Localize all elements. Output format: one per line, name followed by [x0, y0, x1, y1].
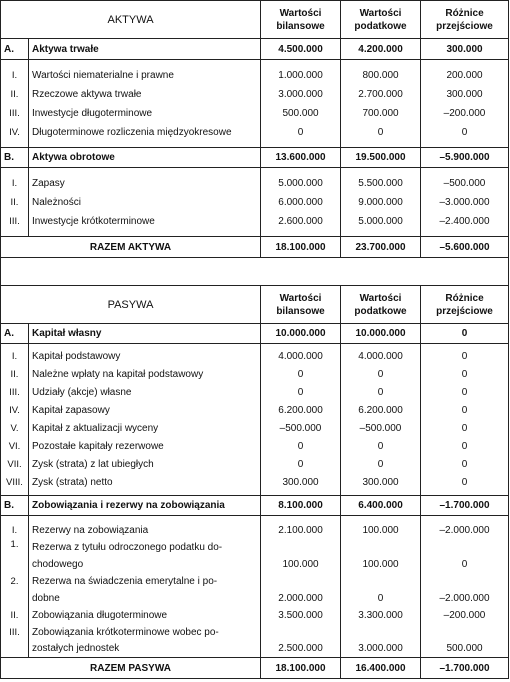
section-code: A.: [1, 324, 29, 344]
tax-value: 5.000.000: [341, 212, 421, 231]
balance-value: 13.600.000: [261, 148, 341, 168]
table-row: [1, 384, 509, 402]
diff-value: –2.400.000: [439, 215, 490, 227]
diff-value: 0: [461, 558, 468, 570]
tax-value: 0: [341, 384, 421, 402]
diff-value: 0: [461, 328, 468, 339]
row-code: III.: [1, 384, 29, 402]
row-code: I.: [1, 66, 29, 85]
tax-value: 3.000.000: [341, 641, 421, 658]
diff-value: 0: [461, 351, 468, 362]
table-row: [1, 66, 509, 85]
diff-value: 500.000: [446, 643, 483, 655]
tax-value: –500.000: [341, 420, 421, 438]
balance-value: 18.100.000: [261, 237, 341, 258]
row-code: 2.: [1, 573, 29, 590]
balance-value: 6.200.000: [261, 402, 341, 420]
diff-value: 300.000: [446, 43, 483, 55]
diff-value: 0: [461, 459, 468, 470]
row-label: Rezerwy na zobowiązania: [29, 522, 261, 539]
diff-value: –3.000.000: [439, 196, 490, 208]
row-code: I.: [1, 522, 29, 539]
diff-value: –200.000: [443, 107, 486, 119]
balance-value: 2.600.000: [261, 212, 341, 231]
diff-value: –1.700.000: [439, 662, 490, 674]
tax-value: 9.000.000: [341, 193, 421, 212]
tax-value: 0: [341, 456, 421, 474]
tax-value: 5.500.000: [341, 174, 421, 193]
row-code: VIII.: [1, 474, 29, 492]
row-label: Rzeczowe aktywa trwałe: [29, 85, 261, 104]
table-row: [1, 174, 509, 193]
row-label-cont: zostałych jednostek: [29, 641, 261, 658]
total-row: [1, 658, 509, 679]
tax-value: 16.400.000: [341, 658, 421, 679]
tax-value: 2.700.000: [341, 85, 421, 104]
col-header-balance: Wartości bilansowe: [261, 1, 341, 39]
col-header-tax: Wartości podatkowe: [341, 286, 421, 324]
row-label: Inwestycje krótkoterminowe: [29, 212, 261, 231]
col-header-diff: Różnice przejściowe: [436, 292, 493, 317]
diff-value: –5.600.000: [439, 241, 490, 253]
diff-value: 300.000: [446, 88, 483, 100]
table-row: [1, 85, 509, 104]
table-row: [1, 212, 509, 231]
total-label: RAZEM AKTYWA: [1, 237, 261, 258]
row-label: Rezerwa z tytułu odroczonego podatku do-: [29, 539, 261, 556]
row-code: III.: [1, 212, 29, 231]
section-label: Kapitał własny: [29, 324, 261, 344]
tax-value: 0: [341, 366, 421, 384]
row-code: I.: [1, 348, 29, 366]
table-row: [1, 641, 509, 658]
liabilities-header-row: [1, 286, 509, 324]
tax-value: 19.500.000: [341, 148, 421, 168]
row-code: I.: [1, 174, 29, 193]
diff-value: 0: [461, 369, 468, 380]
balance-value: 0: [261, 384, 341, 402]
row-label: Zapasy: [29, 174, 261, 193]
diff-value: 0: [461, 126, 468, 138]
row-code: VII.: [1, 456, 29, 474]
balance-value: 300.000: [261, 474, 341, 492]
table-row: [1, 402, 509, 420]
balance-value: 10.000.000: [261, 324, 341, 344]
diff-value: 0: [461, 423, 468, 434]
section-row: [1, 324, 509, 344]
tax-value: 0: [341, 590, 421, 607]
balance-value: 100.000: [261, 556, 341, 573]
balance-value: 18.100.000: [261, 658, 341, 679]
balance-value: 6.000.000: [261, 193, 341, 212]
section-code: A.: [1, 39, 29, 60]
table-row: [1, 556, 509, 573]
row-label: Należne wpłaty na kapitał podstawowy: [29, 366, 261, 384]
tax-value: 0: [341, 438, 421, 456]
row-label: Wartości niematerialne i prawne: [29, 66, 261, 85]
table-row: [1, 420, 509, 438]
row-code: II.: [1, 85, 29, 104]
tax-value: 700.000: [341, 104, 421, 123]
row-code: III.: [1, 624, 29, 641]
row-label: Rezerwa na świadczenia emerytalne i po-: [29, 573, 261, 590]
balance-value: 4.000.000: [261, 348, 341, 366]
tax-value: 10.000.000: [341, 324, 421, 344]
row-label: Długoterminowe rozliczenia międzyokresowe: [29, 123, 261, 142]
tax-value: 4.000.000: [341, 348, 421, 366]
tax-value: 6.200.000: [341, 402, 421, 420]
balance-value: –500.000: [261, 420, 341, 438]
section-code: B.: [1, 148, 29, 168]
row-label: Pozostałe kapitały rezerwowe: [29, 438, 261, 456]
col-header-diff: Różnice przejściowe: [436, 7, 493, 32]
balance-value: 2.100.000: [261, 522, 341, 539]
table-row: [1, 104, 509, 123]
spacer-row: [1, 258, 509, 286]
tax-value: 0: [341, 123, 421, 142]
section-row: [1, 148, 509, 168]
row-label-cont: dobne: [29, 590, 261, 607]
table-row: [1, 573, 509, 590]
liabilities-title: PASYWA: [1, 286, 261, 324]
balance-value: 3.500.000: [261, 607, 341, 624]
section-label: Aktywa trwałe: [29, 39, 261, 60]
diff-value: –1.700.000: [439, 500, 490, 511]
row-code: 1.: [1, 539, 29, 556]
row-code: II.: [1, 607, 29, 624]
diff-value: –5.900.000: [439, 152, 490, 163]
row-label: Należności: [29, 193, 261, 212]
section-label: Zobowiązania i rezerwy na zobowiązania: [29, 496, 261, 516]
row-code: IV.: [1, 123, 29, 142]
diff-value: 0: [461, 441, 468, 452]
row-code: IV.: [1, 402, 29, 420]
diff-value: 200.000: [446, 69, 483, 81]
balance-value: 500.000: [261, 104, 341, 123]
total-row: [1, 237, 509, 258]
tax-value: 300.000: [341, 474, 421, 492]
balance-value: 2.000.000: [261, 590, 341, 607]
balance-value: 0: [261, 438, 341, 456]
section-row: [1, 39, 509, 60]
balance-value: 5.000.000: [261, 174, 341, 193]
balance-value: 2.500.000: [261, 641, 341, 658]
tax-value: 100.000: [341, 556, 421, 573]
section-label: Aktywa obrotowe: [29, 148, 261, 168]
table-row: [1, 348, 509, 366]
tax-value: 100.000: [341, 522, 421, 539]
table-row: [1, 438, 509, 456]
tax-value: 3.300.000: [341, 607, 421, 624]
diff-value: –2.000.000: [439, 524, 490, 536]
assets-title: AKTYWA: [1, 1, 261, 39]
balance-value: 3.000.000: [261, 85, 341, 104]
table-row: [1, 522, 509, 539]
row-label: Kapitał zapasowy: [29, 402, 261, 420]
balance-value: 4.500.000: [261, 39, 341, 60]
tax-value: 4.200.000: [341, 39, 421, 60]
row-label: Kapitał podstawowy: [29, 348, 261, 366]
col-header-tax: Wartości podatkowe: [341, 1, 421, 39]
balance-value: 0: [261, 366, 341, 384]
row-label: Zysk (strata) netto: [29, 474, 261, 492]
table-row: [1, 624, 509, 641]
row-label: Zysk (strata) z lat ubiegłych: [29, 456, 261, 474]
assets-header-row: [1, 1, 509, 39]
section-code: B.: [1, 496, 29, 516]
table-row: [1, 456, 509, 474]
balance-value: 8.100.000: [261, 496, 341, 516]
balance-value: 0: [261, 456, 341, 474]
balance-value: 1.000.000: [261, 66, 341, 85]
tax-value: 23.700.000: [341, 237, 421, 258]
section-row: [1, 496, 509, 516]
row-label: Zobowiązania długoterminowe: [29, 607, 261, 624]
row-code: II.: [1, 193, 29, 212]
diff-value: 0: [461, 477, 468, 488]
table-row: [1, 539, 509, 556]
row-label: Zobowiązania krótkoterminowe wobec po-: [29, 624, 261, 641]
balance-value: 0: [261, 123, 341, 142]
table-row: [1, 474, 509, 492]
row-code: III.: [1, 104, 29, 123]
row-label: Udziały (akcje) własne: [29, 384, 261, 402]
diff-value: 0: [461, 405, 468, 416]
row-label: Kapitał z aktualizacji wyceny: [29, 420, 261, 438]
diff-value: –2.000.000: [439, 592, 490, 604]
diff-value: –200.000: [443, 609, 486, 621]
table-row: [1, 590, 509, 607]
row-label: Inwestycje długoterminowe: [29, 104, 261, 123]
row-code: V.: [1, 420, 29, 438]
row-code: II.: [1, 366, 29, 384]
row-label-cont: chodowego: [29, 556, 261, 573]
table-row: [1, 193, 509, 212]
tax-value: 6.400.000: [341, 496, 421, 516]
table-row: [1, 123, 509, 142]
tax-value: 800.000: [341, 66, 421, 85]
diff-value: –500.000: [443, 177, 486, 189]
col-header-balance: Wartości bilansowe: [261, 286, 341, 324]
total-label: RAZEM PASYWA: [1, 658, 261, 679]
table-row: [1, 607, 509, 624]
row-code: VI.: [1, 438, 29, 456]
table-row: [1, 366, 509, 384]
diff-value: 0: [461, 387, 468, 398]
